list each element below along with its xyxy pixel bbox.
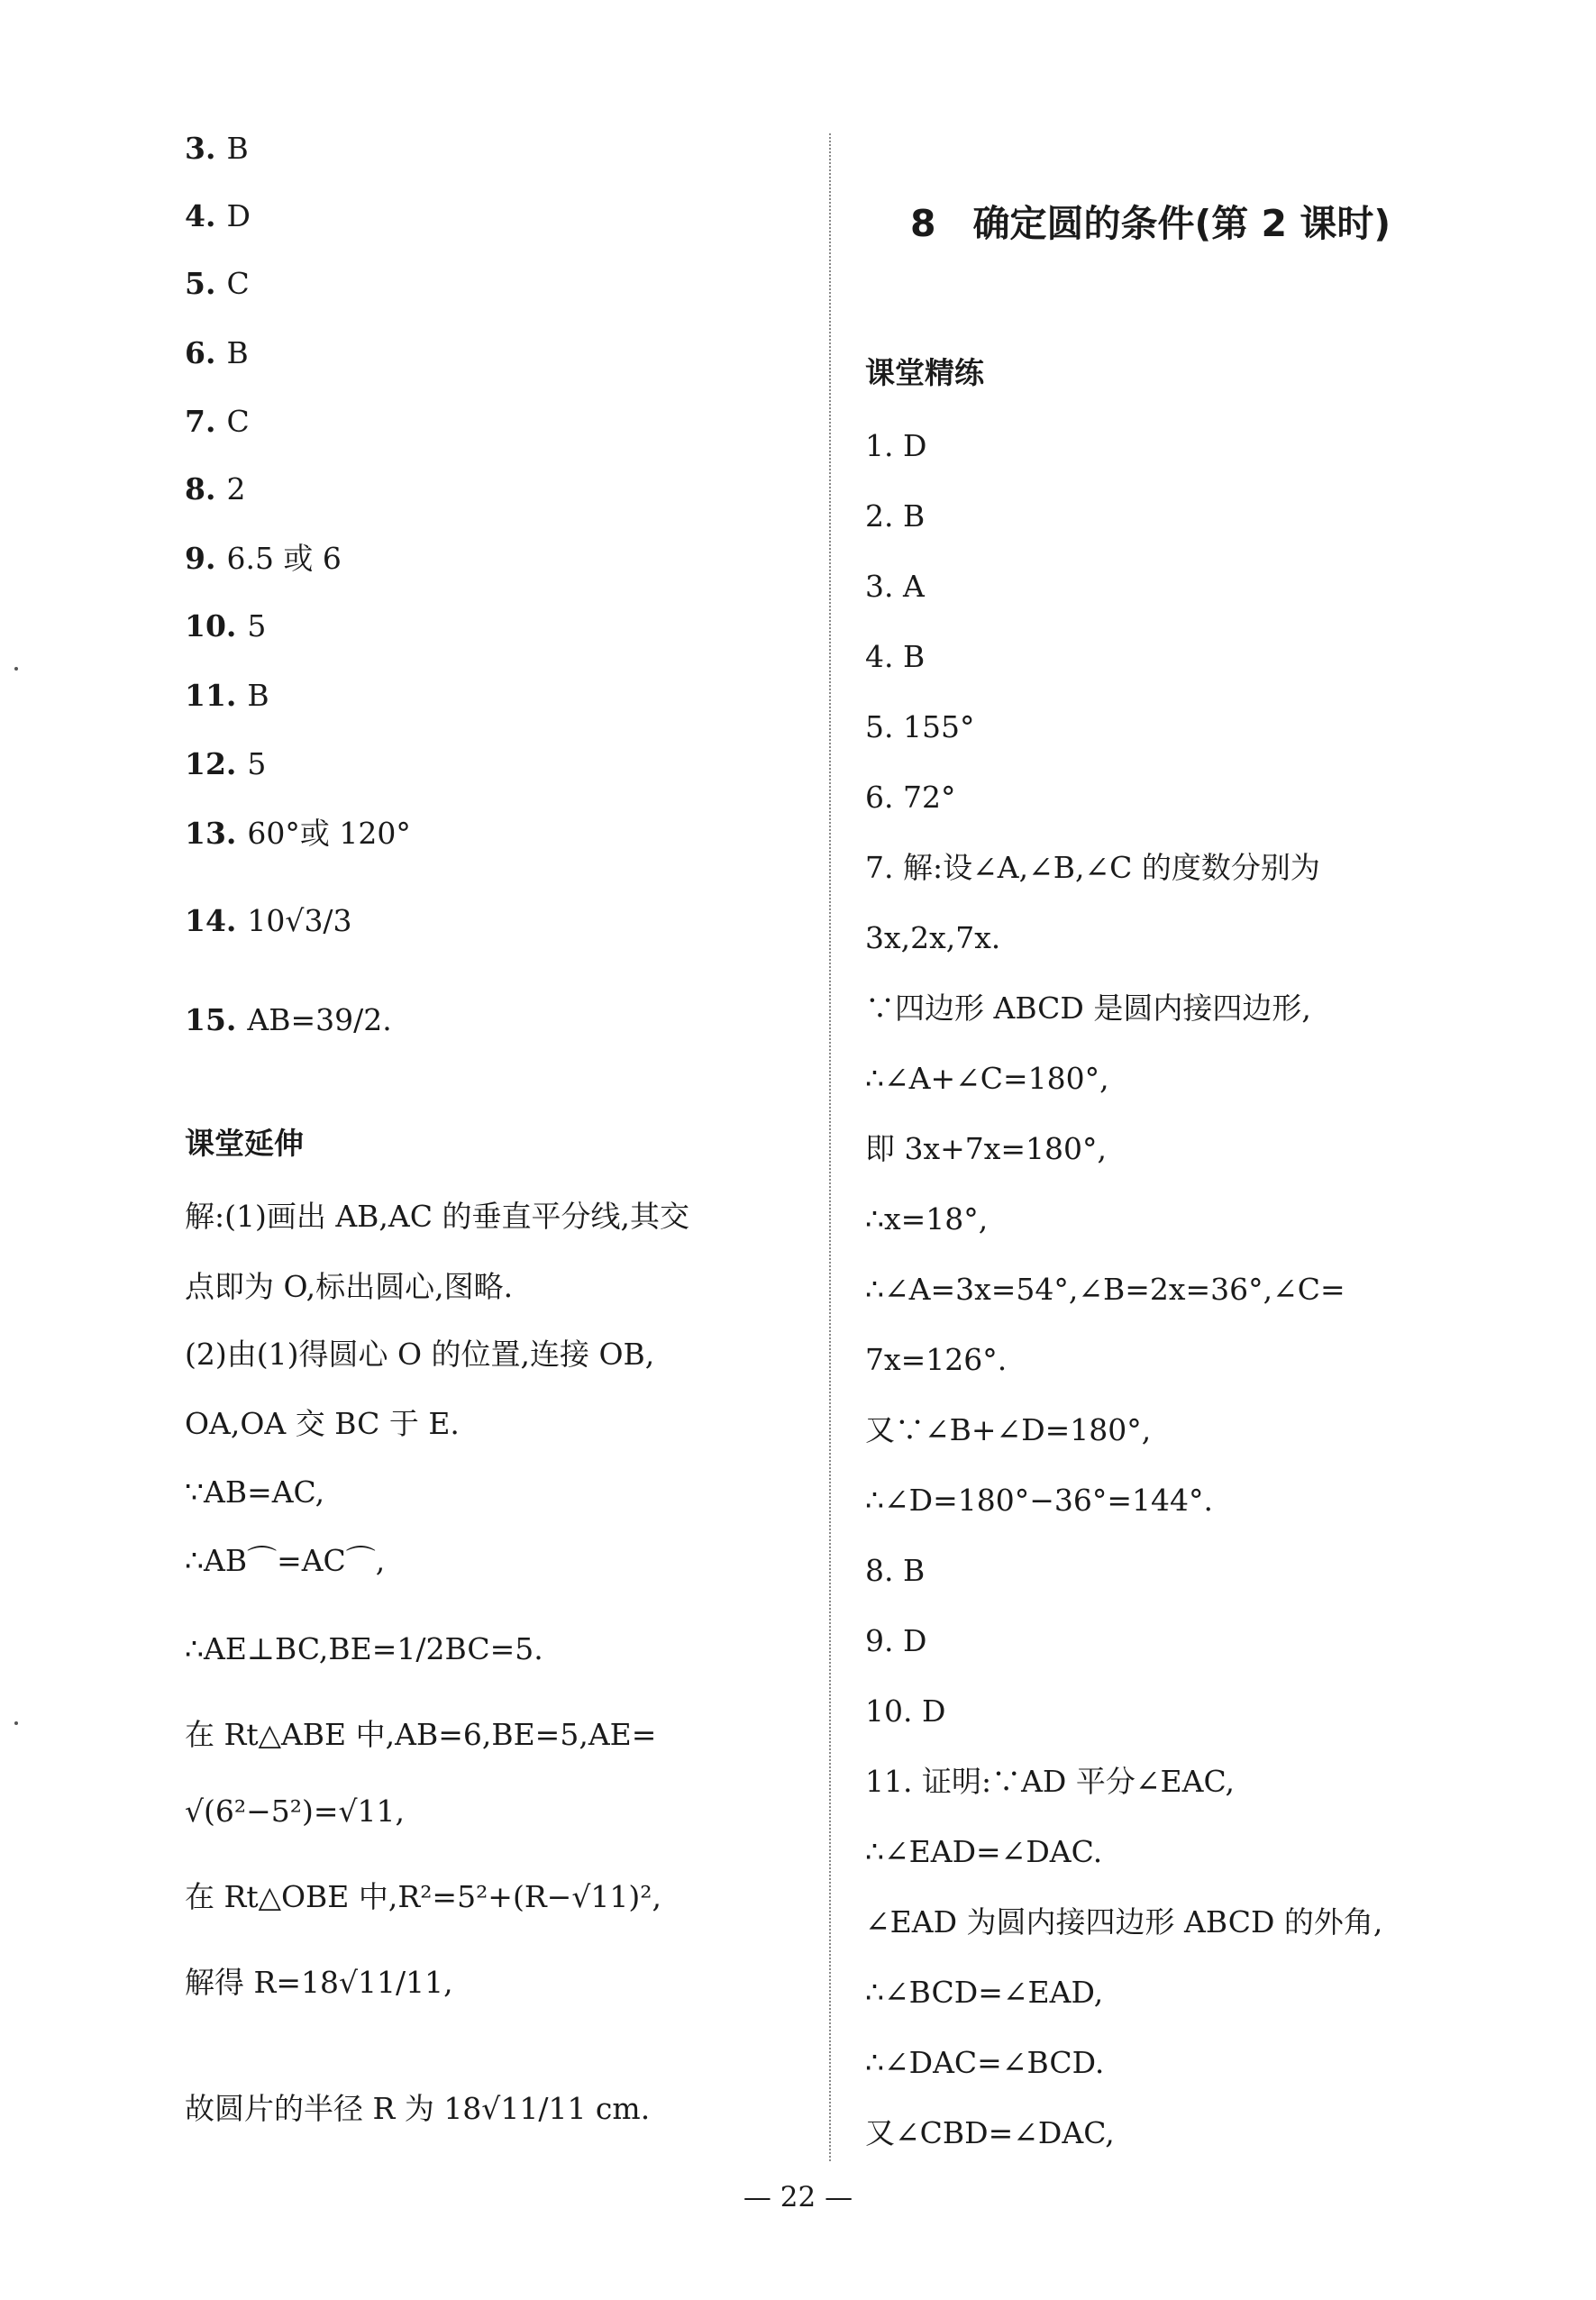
answer-text: C — [226, 266, 250, 301]
answer-text: 2 — [226, 471, 246, 507]
answer-text: 5 — [247, 608, 267, 643]
solution-line: 故圆片的半径 R 为 18√11/11 cm. — [185, 2091, 651, 2126]
answer-text: 60°或 120° — [247, 816, 411, 851]
answer-line — [185, 816, 411, 852]
answer-text: D — [226, 198, 251, 233]
solution-line: 点即为 O,标出圆心,图略. — [185, 1269, 514, 1304]
answer-number: 13. — [185, 816, 237, 851]
answer-number: 8. — [185, 471, 216, 507]
answer-line — [185, 198, 251, 234]
solution-line: ∴AE⊥BC,BE=1/2BC=5. — [185, 1631, 543, 1666]
solution-line: 解:(1)画出 AB,AC 的垂直平分线,其交 — [185, 1199, 689, 1234]
answer-number: 3. — [185, 131, 216, 166]
answer-text: AB=39/2. — [247, 1002, 392, 1037]
column-divider — [829, 133, 831, 2161]
answer-line — [185, 903, 352, 939]
answer-text: B — [226, 131, 249, 166]
answer-line — [185, 746, 266, 782]
solution-line: ∵AB=AC, — [185, 1474, 325, 1510]
answer-line — [185, 678, 269, 714]
solution-line: 在 Rt△OBE 中,R²=5²+(R−√11)², — [185, 1879, 661, 1914]
answer-line: ∴∠DAC=∠BCD. — [865, 2045, 1105, 2080]
answer-number: 10. — [185, 608, 237, 643]
answer-line: ∴x=18°, — [865, 1201, 989, 1237]
solution-line: √(6²−5²)=√11, — [185, 1793, 406, 1829]
answer-text: 6.5 或 6 — [226, 541, 342, 576]
answer-text: 10√3/3 — [247, 903, 352, 938]
answer-line: 8. B — [865, 1553, 926, 1588]
solution-line: 在 Rt△ABE 中,AB=6,BE=5,AE= — [185, 1717, 657, 1752]
solution-line: ∴AB⌒=AC⌒, — [185, 1543, 386, 1578]
answer-line: 9. D — [865, 1623, 927, 1658]
answer-line: ∴∠A=3x=54°,∠B=2x=36°,∠C= — [865, 1272, 1345, 1307]
answer-line — [185, 404, 250, 440]
solution-line: 解得 R=18√11/11, — [185, 1965, 453, 2000]
answer-number: 7. — [185, 404, 216, 439]
answer-line: 1. D — [865, 428, 927, 463]
answer-line: ∵四边形 ABCD 是圆内接四边形, — [865, 990, 1311, 1026]
answer-number: 4. — [185, 198, 216, 233]
answer-line: ∠EAD 为圆内接四边形 ABCD 的外角, — [865, 1904, 1383, 1939]
solution-line: OA,OA 交 BC 于 E. — [185, 1406, 460, 1441]
answer-number: 9. — [185, 541, 216, 576]
answer-line: ∴∠EAD=∠DAC. — [865, 1834, 1103, 1869]
answer-line: ∴∠BCD=∠EAD, — [865, 1975, 1104, 2010]
answer-text: B — [247, 678, 269, 713]
answer-line — [185, 1002, 392, 1038]
answer-number: 14. — [185, 903, 237, 938]
answer-line — [185, 131, 249, 167]
section-heading: 课堂精练 — [865, 355, 984, 390]
answer-number: 6. — [185, 335, 216, 370]
answer-number: 12. — [185, 746, 237, 781]
answer-line: 又∠CBD=∠DAC, — [865, 2115, 1115, 2150]
answer-line — [185, 608, 266, 644]
answer-text: 5 — [247, 746, 267, 781]
answer-text: B — [226, 335, 249, 370]
section-title: 8 确定圆的条件(第 2 课时) — [910, 202, 1391, 245]
answer-line: 10. D — [865, 1693, 946, 1729]
answer-line: 7x=126°. — [865, 1342, 1008, 1377]
page-number: — 22 — — [743, 2181, 853, 2213]
answer-line: 即 3x+7x=180°, — [865, 1131, 1107, 1166]
answer-line: 4. B — [865, 639, 926, 674]
answer-line: 又∵∠B+∠D=180°, — [865, 1412, 1152, 1447]
answer-line — [185, 471, 245, 507]
answer-line: ∴∠D=180°−36°=144°. — [865, 1483, 1214, 1518]
margin-mark — [14, 667, 18, 671]
answer-line: ∴∠A+∠C=180°, — [865, 1061, 1109, 1096]
answer-number: 15. — [185, 1002, 237, 1037]
answer-number: 5. — [185, 266, 216, 301]
answer-line: 5. 155° — [865, 709, 975, 744]
answer-line — [185, 266, 250, 302]
answer-number: 11. — [185, 678, 237, 713]
answer-line: 3x,2x,7x. — [865, 920, 1001, 955]
answer-line: 11. 证明:∵AD 平分∠EAC, — [865, 1764, 1236, 1799]
answer-line: 2. B — [865, 498, 926, 534]
answer-line: 7. 解:设∠A,∠B,∠C 的度数分别为 — [865, 850, 1320, 885]
answer-line: 3. A — [865, 569, 925, 604]
margin-mark — [14, 1721, 18, 1725]
answer-line — [185, 541, 342, 577]
answer-line: 6. 72° — [865, 780, 956, 815]
solution-line: (2)由(1)得圆心 O 的位置,连接 OB, — [185, 1337, 655, 1372]
section-heading: 课堂延伸 — [185, 1126, 304, 1161]
answer-line — [185, 335, 249, 371]
answer-text: C — [226, 404, 250, 439]
